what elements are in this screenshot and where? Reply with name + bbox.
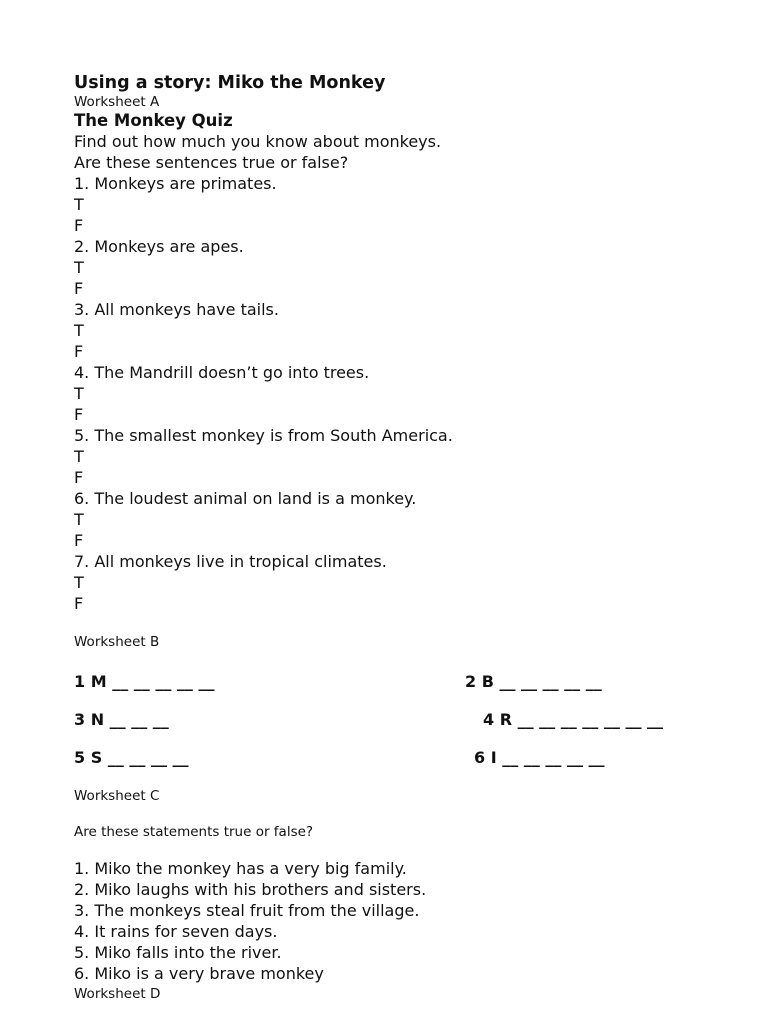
true-option: T	[74, 510, 84, 529]
false-option: F	[74, 279, 84, 298]
true-option: T	[74, 384, 84, 403]
story-statement: 2. Miko laughs with his brothers and sisters.	[74, 880, 427, 899]
quiz-question: 6. The loudest animal on land is a monkey.	[74, 489, 417, 508]
false-option: F	[74, 468, 84, 487]
word-puzzle-row	[74, 710, 714, 748]
false-option: F	[74, 531, 84, 550]
quiz-question: 7. All monkeys live in tropical climates.	[74, 552, 387, 571]
quiz-question: 1. Monkeys are primates.	[74, 174, 277, 193]
story-statement: 4. It rains for seven days.	[74, 922, 278, 941]
quiz-question: 3. All monkeys have tails.	[74, 300, 279, 319]
worksheet-c-section	[74, 788, 714, 984]
word-puzzle-item: 6 I __ __ __ __ __	[474, 748, 605, 767]
word-puzzle-item: 2 B __ __ __ __ __	[465, 672, 602, 691]
worksheet-b-section	[74, 634, 714, 786]
quiz-question: 2. Monkeys are apes.	[74, 237, 244, 256]
true-option: T	[74, 258, 84, 277]
true-option: T	[74, 573, 84, 592]
document-title: Using a story: Miko the Monkey	[74, 73, 386, 93]
story-statement: 5. Miko falls into the river.	[74, 943, 282, 962]
word-puzzle-row	[74, 672, 714, 710]
word-puzzle-item: 1 M __ __ __ __ __	[74, 672, 215, 691]
quiz-question: 5. The smallest monkey is from South America.	[74, 426, 453, 445]
quiz-intro-line: Find out how much you know about monkeys.	[74, 132, 442, 151]
worksheet-c-label: Worksheet C	[74, 788, 160, 804]
worksheet-a-label: Worksheet A	[74, 94, 160, 110]
quiz-title: The Monkey Quiz	[74, 111, 233, 130]
word-puzzle-row	[74, 748, 714, 786]
worksheet-d-label: Worksheet D	[74, 986, 161, 1002]
worksheet-a-section	[74, 72, 714, 614]
quiz-intro-line: Are these sentences true or false?	[74, 153, 349, 172]
word-puzzle-item: 3 N __ __ __	[74, 710, 169, 729]
false-option: F	[74, 405, 84, 424]
word-puzzle-item: 5 S __ __ __ __	[74, 748, 189, 767]
true-option: T	[74, 195, 84, 214]
word-puzzle-item: 4 R __ __ __ __ __ __ __	[483, 710, 664, 729]
worksheet-b-label: Worksheet B	[74, 634, 160, 650]
worksheet-c-instruction: Are these statements true or false?	[74, 824, 314, 840]
false-option: F	[74, 216, 84, 235]
false-option: F	[74, 342, 84, 361]
true-option: T	[74, 447, 84, 466]
worksheet-d-section	[74, 986, 160, 1003]
false-option: F	[74, 594, 84, 613]
story-statement: 6. Miko is a very brave monkey	[74, 964, 324, 983]
quiz-question: 4. The Mandrill doesn’t go into trees.	[74, 363, 370, 382]
story-statement: 1. Miko the monkey has a very big family.	[74, 859, 407, 878]
story-statement: 3. The monkeys steal fruit from the village.	[74, 901, 420, 920]
true-option: T	[74, 321, 84, 340]
